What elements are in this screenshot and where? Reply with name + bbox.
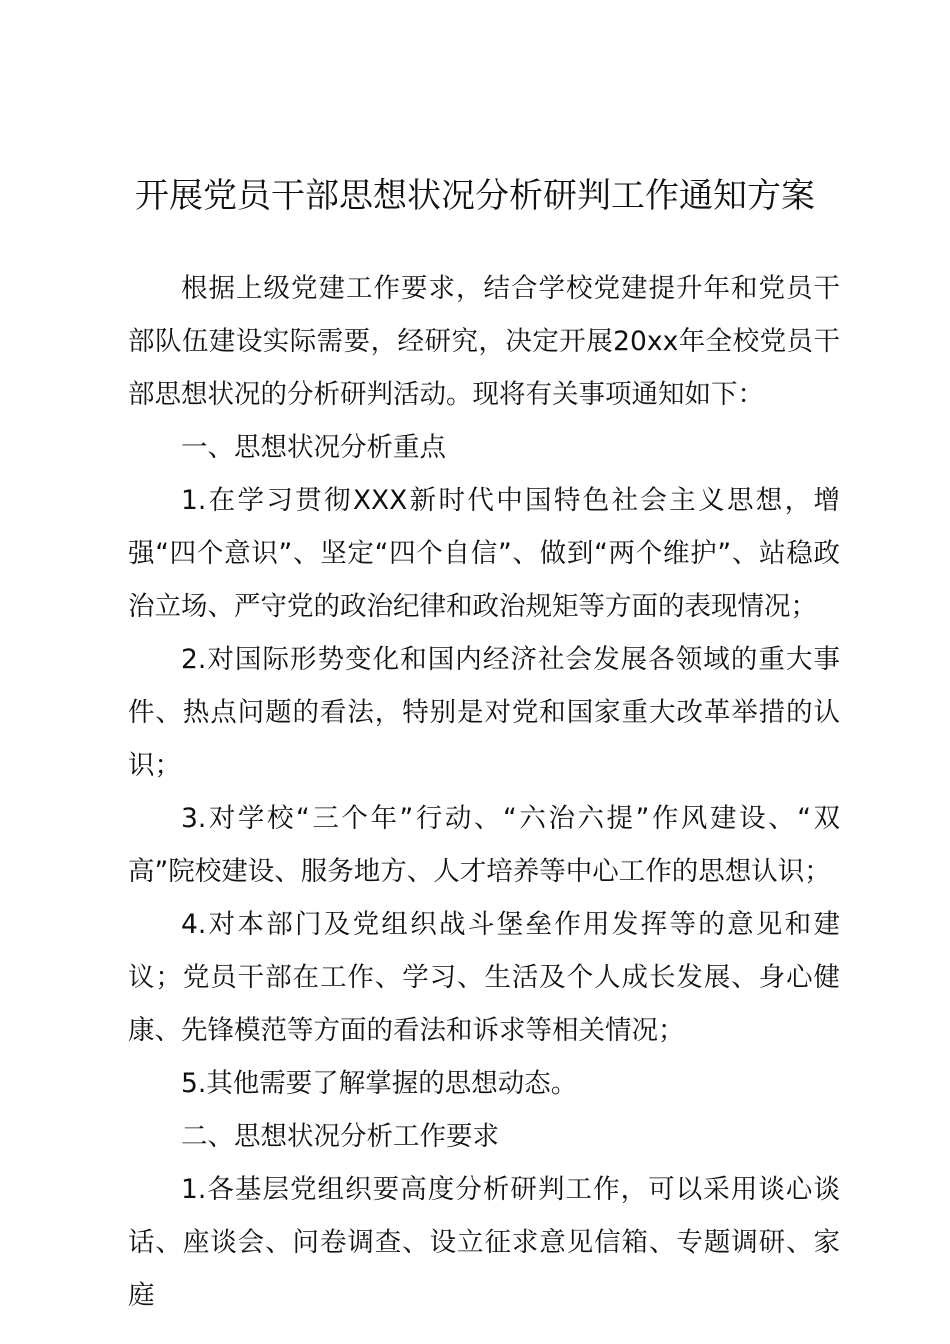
requirement-item-1: 1.各基层党组织要高度分析研判工作，可以采用谈心谈话、座谈会、问卷调查、设立征求意见信箱、专题调研、家庭: [128, 1174, 840, 1311]
intro-paragraph: 根据上级党建工作要求，结合学校党建提升年和党员干部队伍建设实际需要，经研究，决定开展20xx年全校党员干部思想状况的分析研判活动。现将有关事项通知如下：: [128, 273, 840, 410]
focus-item-3: 3.对学校“三个年”行动、“六治六提”作风建设、“双高”院校建设、服务地方、人才培养等中心工作的思想认识；: [128, 803, 840, 887]
section-heading-focus: 一、思想状况分析重点: [181, 432, 446, 463]
document-body: [128, 262, 840, 1322]
focus-item-1: 1.在学习贯彻XXX新时代中国特色社会主义思想，增强“四个意识”、坚定“四个自信”、做到“两个维护”、站稳政治立场、严守党的政治纪律和政治规矩等方面的表现情况；: [128, 485, 840, 622]
section-heading-requirements: 二、思想状况分析工作要求: [181, 1121, 499, 1152]
focus-item-2: 2.对国际形势变化和国内经济社会发展各领域的重大事件、热点问题的看法，特别是对党和国家重大改革举措的认识；: [128, 644, 840, 781]
focus-item-5: 5.其他需要了解掌握的思想动态。: [181, 1068, 578, 1099]
document-title: 开展党员干部思想状况分析研判工作通知方案: [135, 176, 815, 216]
focus-item-4: 4.对本部门及党组织战斗堡垒作用发挥等的意见和建议；党员干部在工作、学习、生活及个人成长发展、身心健康、先锋模范等方面的看法和诉求等相关情况；: [128, 909, 840, 1046]
